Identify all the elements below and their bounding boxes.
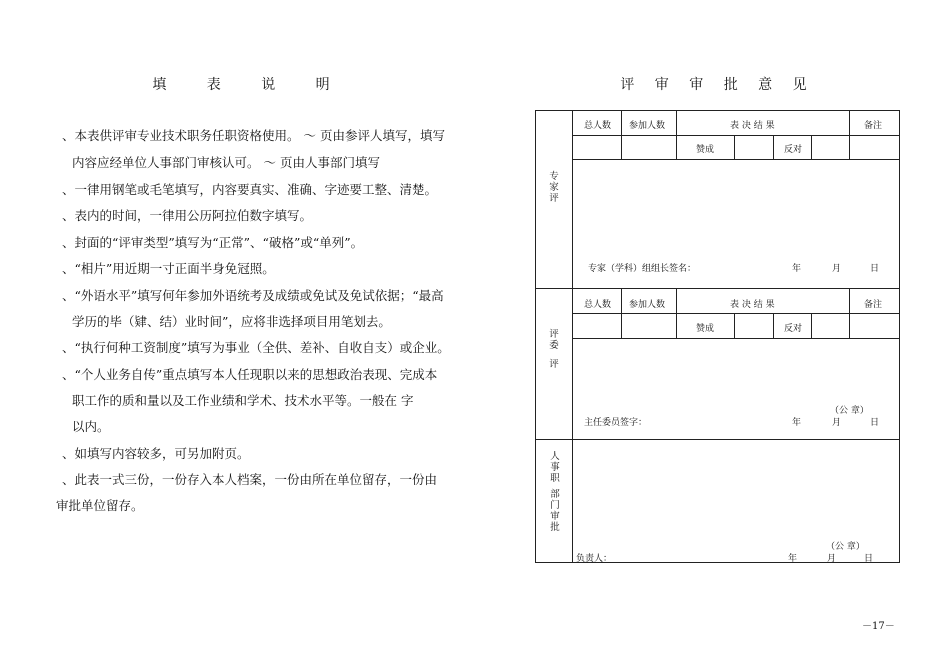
hr-seal-label: （公 章） (826, 542, 865, 552)
committee-col-divider (811, 313, 812, 338)
committee-month: 月 (832, 418, 842, 428)
expert-year: 年 (792, 264, 802, 274)
expert-col-participants: 参加人数 (629, 121, 666, 131)
expert-month: 月 (832, 264, 842, 274)
committee-col-divider (734, 313, 735, 338)
instruction-line-7: 、“外语水平”填写何年参加外语统考及成绩或免试及免试依据；“最高 (62, 288, 444, 303)
instruction-line-14: 、此表一式三份，一份存入本人档案，一份由所在单位留存，一份由 (62, 472, 438, 487)
instruction-line-9: 、“执行何种工资制度”填写为事业（全供、差补、自收自支）或企业。 (62, 340, 450, 355)
instruction-line-6: 、“相片”用近期一寸正面半身免冠照。 (62, 261, 275, 276)
instruction-line-12: 以内。 (72, 419, 110, 434)
committee-signature-label: 主任委员签字： (584, 418, 648, 428)
committee-section-label-bottom: 评 (549, 359, 559, 370)
instruction-line-10: 、“个人业务自传”重点填写本人任现职以来的思想政治表现、完成本 (62, 367, 438, 382)
instruction-line-3: 、一律用钢笔或毛笔填写，内容要真实、准确、字迹要工整、清楚。 (62, 182, 438, 197)
instruction-line-13: 、如填写内容较多，可另加附页。 (62, 446, 250, 461)
committee-col-divider (849, 288, 850, 338)
committee-col-remark: 备注 (864, 300, 883, 310)
hr-day: 日 (864, 554, 874, 564)
instruction-line-15: 审批单位留存。 (56, 498, 144, 513)
committee-against-label: 反对 (784, 324, 803, 334)
expert-signature-label: 专家（学科）组组长签名： (588, 264, 697, 274)
committee-agree-label: 赞成 (696, 324, 715, 334)
instruction-line-11: 职工作的质和量以及工作业绩和学术、技术水平等。一般在 字 (72, 393, 414, 408)
approval-title: 评 审 审 批 意 见 (620, 77, 815, 93)
committee-seal-label: （公 章） (830, 406, 869, 416)
page-number: －17－ (862, 621, 895, 632)
expert-col-divider (676, 111, 677, 159)
instruction-line-8: 学历的毕（肄、结）业时间”，应将非选择项目用笔划去。 (72, 314, 391, 329)
committee-col-result: 表 决 结 果 (730, 300, 775, 310)
expert-vote-divider (572, 159, 899, 160)
expert-against-label: 反对 (784, 145, 803, 155)
instruction-line-2: 内容应经单位人事部门审核认可。 ～ 页由人事部门填写 (72, 155, 380, 170)
expert-col-result: 表 决 结 果 (730, 121, 775, 131)
hr-month: 月 (827, 554, 837, 564)
expert-section-label: 专家评 (549, 171, 559, 204)
expert-col-divider (849, 111, 850, 159)
committee-vote-divider (572, 338, 899, 339)
section-divider-1 (536, 288, 899, 289)
instructions-title: 填 表 说 明 (152, 77, 348, 93)
expert-col-divider (734, 135, 735, 159)
instruction-line-5: 、封面的“评审类型”填写为“正常”、“破格”或“单列”。 (62, 235, 364, 250)
expert-col-divider (773, 135, 774, 159)
committee-col-participants: 参加人数 (629, 300, 666, 310)
instruction-line-1: 、本表供评审专业技术职务任职资格使用。 ～ 页由参评人填写，填写 (62, 128, 445, 143)
expert-col-divider (621, 111, 622, 159)
instruction-line-4: 、表内的时间，一律用公历阿拉伯数字填写。 (62, 208, 313, 223)
committee-col-divider (773, 313, 774, 338)
expert-day: 日 (870, 264, 880, 274)
hr-signature-label: 负责人： (576, 554, 613, 564)
expert-agree-label: 赞成 (696, 145, 715, 155)
approval-table (535, 110, 900, 563)
expert-col-divider (811, 135, 812, 159)
hr-year: 年 (788, 554, 798, 564)
hr-section-label-bottom: 部门审批 (550, 489, 560, 533)
section-divider-2 (536, 439, 899, 440)
committee-year: 年 (792, 418, 802, 428)
committee-col-divider (621, 288, 622, 338)
committee-day: 日 (870, 418, 880, 428)
expert-col-total: 总人数 (584, 121, 612, 131)
label-column-divider (572, 111, 573, 562)
expert-col-remark: 备注 (864, 121, 883, 131)
committee-col-divider (676, 288, 677, 338)
committee-section-label-top: 评委 (549, 329, 559, 351)
hr-section-label-top: 人事职 (550, 451, 560, 484)
committee-col-total: 总人数 (584, 300, 612, 310)
